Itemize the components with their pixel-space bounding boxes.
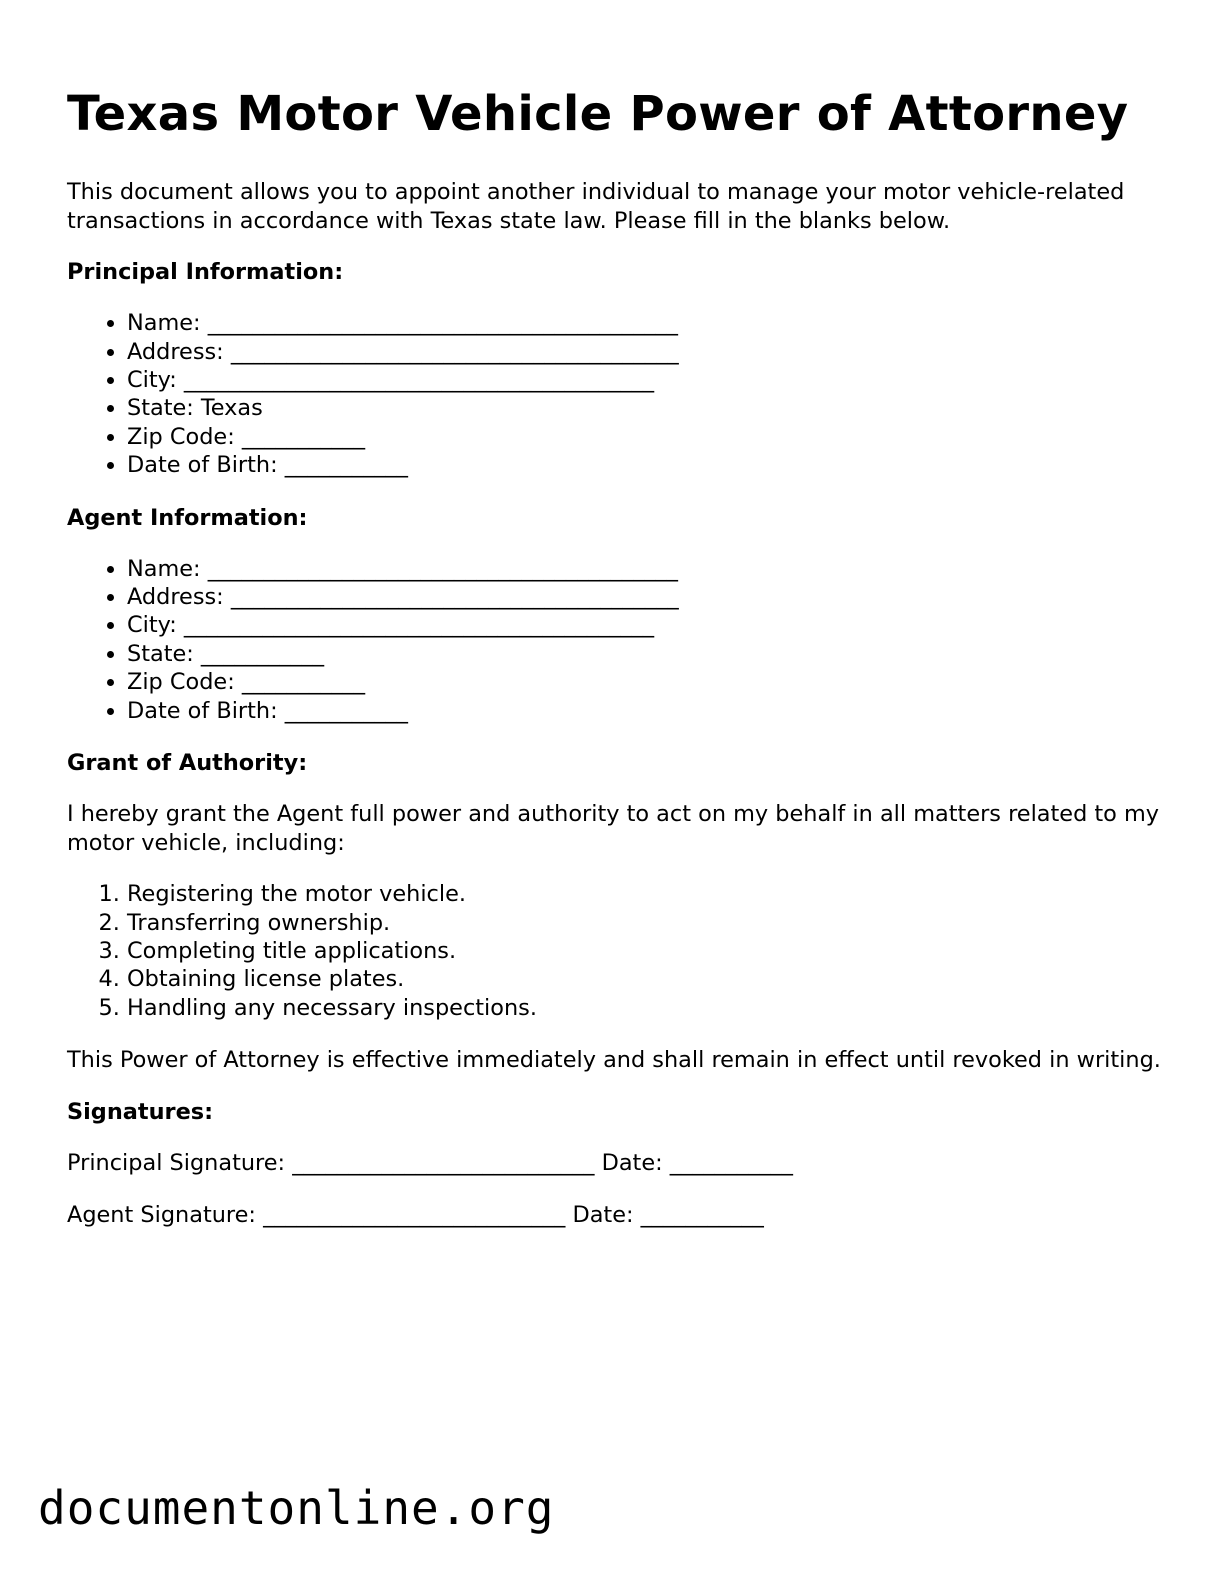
authority-item: 1. Registering the motor vehicle.	[127, 880, 1177, 908]
authority-item: 3. Completing title applications.	[127, 937, 1177, 965]
agent-address-field: • Address: ________________________________________	[127, 583, 1177, 611]
grant-heading: Grant of Authority:	[67, 750, 308, 777]
authority-item: 5. Handling any necessary inspections.	[127, 994, 1177, 1022]
agent-zip-field: • Zip Code: ___________	[127, 668, 1177, 696]
grant-paragraph: I hereby grant the Agent full power and authority to act on my behalf in all matters related to my motor vehicle, including:	[67, 801, 1160, 856]
signatures-heading: Signatures:	[67, 1098, 214, 1125]
principal-zip-field: • Zip Code: ___________	[127, 423, 1177, 451]
principal-list	[67, 309, 1177, 479]
document-page	[67, 82, 1177, 1253]
principal-heading: Principal Information:	[67, 259, 344, 286]
agent-state-field: • State: ___________	[127, 640, 1177, 668]
principal-dob-field: • Date of Birth: ___________	[127, 451, 1177, 479]
authority-item: 2. Transferring ownership.	[127, 909, 1177, 937]
intro-paragraph: This document allows you to appoint another individual to manage your motor vehicle-related transactions in accordance with Texas state law. Please fill in the blanks below.	[67, 179, 1125, 234]
principal-state-field: • State: Texas	[127, 394, 1177, 422]
agent-name-field: • Name: __________________________________________	[127, 555, 1177, 583]
agent-signature-line: Agent Signature: ___________________________ Date: ___________	[67, 1201, 764, 1228]
agent-list	[67, 555, 1177, 725]
agent-city-field: • City: __________________________________________	[127, 611, 1177, 639]
principal-signature-line: Principal Signature: ___________________________ Date: ___________	[67, 1149, 793, 1176]
watermark: documentonline.org	[38, 1481, 555, 1535]
principal-address-field: • Address: ________________________________________	[127, 338, 1177, 366]
effective-paragraph: This Power of Attorney is effective immediately and shall remain in effect until revoked in writing.	[67, 1047, 1161, 1074]
agent-heading: Agent Information:	[67, 504, 308, 531]
document-title: Texas Motor Vehicle Power of Attorney	[67, 86, 1129, 142]
principal-city-field: • City: __________________________________________	[127, 366, 1177, 394]
authority-list	[67, 880, 1177, 1022]
authority-item: 4. Obtaining license plates.	[127, 965, 1177, 993]
agent-dob-field: • Date of Birth: ___________	[127, 697, 1177, 725]
principal-name-field: • Name: __________________________________________	[127, 309, 1177, 337]
